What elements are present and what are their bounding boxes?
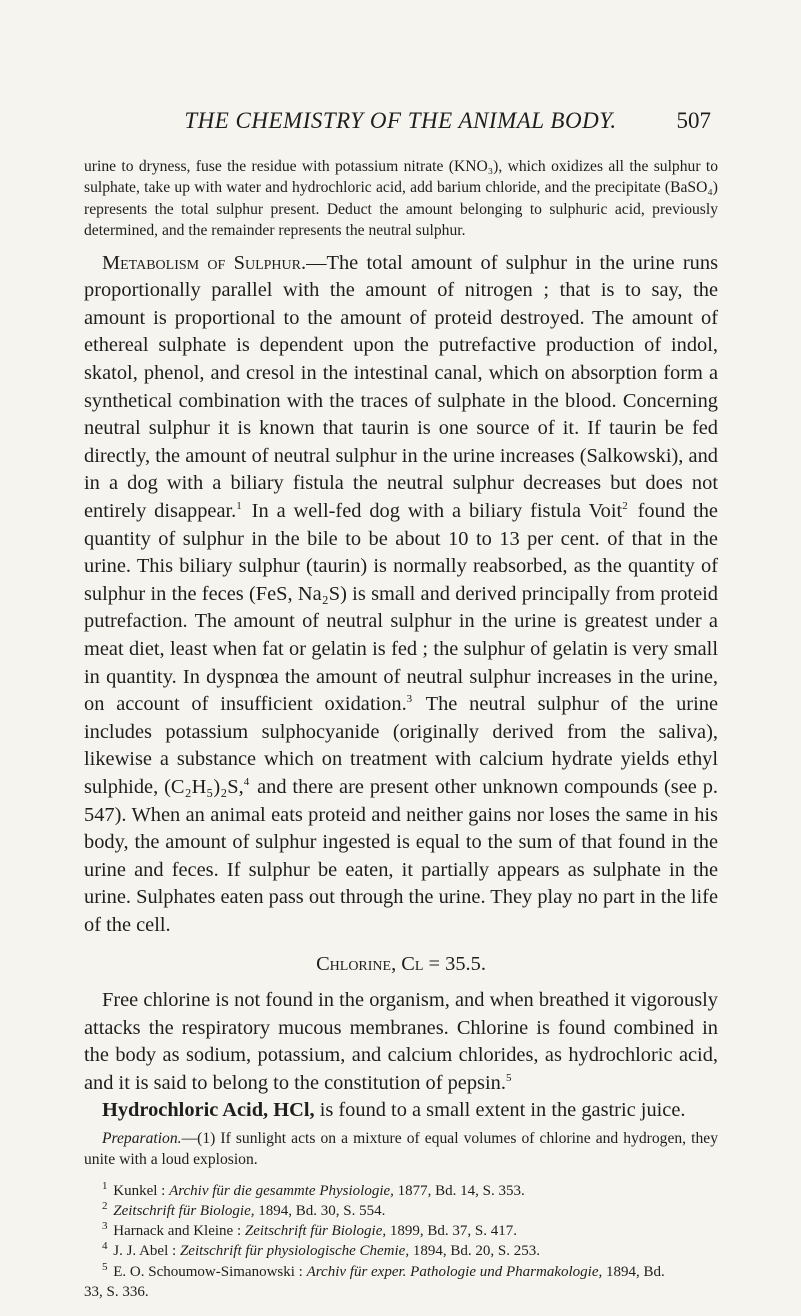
footnote: $^2$ Zeitschrift für Biologie, 1894, Bd. 30, S. 554. bbox=[102, 1200, 386, 1220]
running-title: THE CHEMISTRY OF THE ANIMAL BODY. bbox=[184, 108, 617, 133]
footnote-ref: 5 bbox=[505, 1072, 512, 1085]
footnote: $^5$ E. O. Schoumow-Simanowski : Archiv für exper. Pathologie und Pharmakologie, 1894, Bd. bbox=[102, 1260, 665, 1280]
paragraph-heading: Metabolism of Sulphur. bbox=[102, 251, 307, 274]
footnote: $^4$ J. J. Abel : Zeitschrift für physiologische Chemie, 1894, Bd. 20, S. 253. bbox=[102, 1240, 540, 1260]
footnote-ref: 3 bbox=[406, 693, 413, 706]
section-heading: Chlorine, Cl = 35.5. bbox=[316, 953, 486, 976]
body-text bbox=[84, 156, 718, 1302]
paragraph-heading: Preparation. bbox=[102, 1130, 182, 1148]
paragraph-heading: Hydrochloric Acid, HCl, bbox=[102, 1099, 315, 1122]
paragraph-continuation: urine to dryness, fuse the residue with potassium nitrate (KNO₃), which oxidizes all the sulphur to sulphate, take up with water and hydrochloric acid, add barium chloride, and the precipitate (BaSO₄) represents the total sulphur present. Deduct the amount belonging to sulphuric acid, previously determined, and the remainder represents the neutral sulphur. bbox=[84, 158, 718, 240]
footnote-ref: 4 bbox=[243, 776, 250, 789]
footnotes bbox=[84, 1181, 718, 1302]
page-number: 507 bbox=[676, 108, 711, 133]
paragraph-preparation: Preparation.—(1) If sunlight acts on a mixture of equal volumes of chlorine and hydrogen, they unite with a loud explosion. bbox=[84, 1130, 718, 1169]
paragraph-hydrochloric-acid: Hydrochloric Acid, HCl, is found to a small extent in the gastric juice. bbox=[102, 1099, 686, 1122]
footnote-ref: 1 bbox=[236, 500, 242, 513]
paragraph-metabolism-of-sulphur: Metabolism of Sulphur.—The total amount of sulphur in the urine runs proportionally parallel with the amount of nitrogen ; that is to say, the amount is proportional to the amount of proteid destroyed. The amount of ethereal sulphate is dependent upon the putrefactive production of indol, skatol, phenol, and cresol in the intestinal canal, which on absorption form a synthetical combination with the traces of sulphate in the blood. Concerning neutral sulphur it is known that taurin is one source of it. If taurin be fed directly, the amount of neutral sulphur in the urine increases (Salkowski), and in a dog with a biliary fistula the neutral sulphur decreases but does not entirely disappear.$^1$ In a well-fed dog with a biliary fistula Voit$^2$ found the quantity of sulphur in the bile to be about 10 to 13 per cent. of that in the urine. This biliary sulphur (taurin) is normally reabsorbed, as the quantity of sulphur in the feces (FeS, Na₂S) is small and derived principally from proteid putrefaction. The amount of neutral sulphur in the urine is greatest under a meat diet, least when fat or gelatin is fed ; the sulphur of gelatin is very small in quantity. In dyspnœa the amount of neutral sulphur increases in the urine, on account of insufficient oxidation.$^3$ The neutral sulphur of the urine includes potassium sulphocyanide (originally derived from the saliva), likewise a substance which on treatment with calcium hydrate yields ethyl sulphide, (C₂H₅)₂S,$^4$ and there are present other unknown compounds (see p. 547). When an animal eats proteid and neither gains nor loses the same in his body, the amount of sulphur ingested is equal to the sum of that found in the urine and feces. If sulphur be eaten, it partially appears as sulphate in the urine. Sulphates eaten pass out through the urine. They play no part in the life of the cell. bbox=[84, 251, 718, 936]
footnote: $^1$ Kunkel : Archiv für die gesammte Physiologie, 1877, Bd. 14, S. 353. bbox=[102, 1179, 525, 1199]
paragraph-chlorine: Free chlorine is not found in the organism, and when breathed it vigorously attacks the respiratory mucous membranes. Chlorine is found combined in the body as sodium, potassium, and calcium chlorides, as hydrochloric acid, and it is said to belong to the constitution of pepsin.$^5$ bbox=[84, 989, 718, 1094]
footnote-continuation: 33, S. 336. bbox=[84, 1283, 149, 1300]
footnote: $^3$ Harnack and Kleine : Zeitschrift für Biologie, 1899, Bd. 37, S. 417. bbox=[102, 1220, 517, 1240]
running-header bbox=[0, 108, 801, 138]
footnote-ref: 2 bbox=[622, 500, 628, 513]
